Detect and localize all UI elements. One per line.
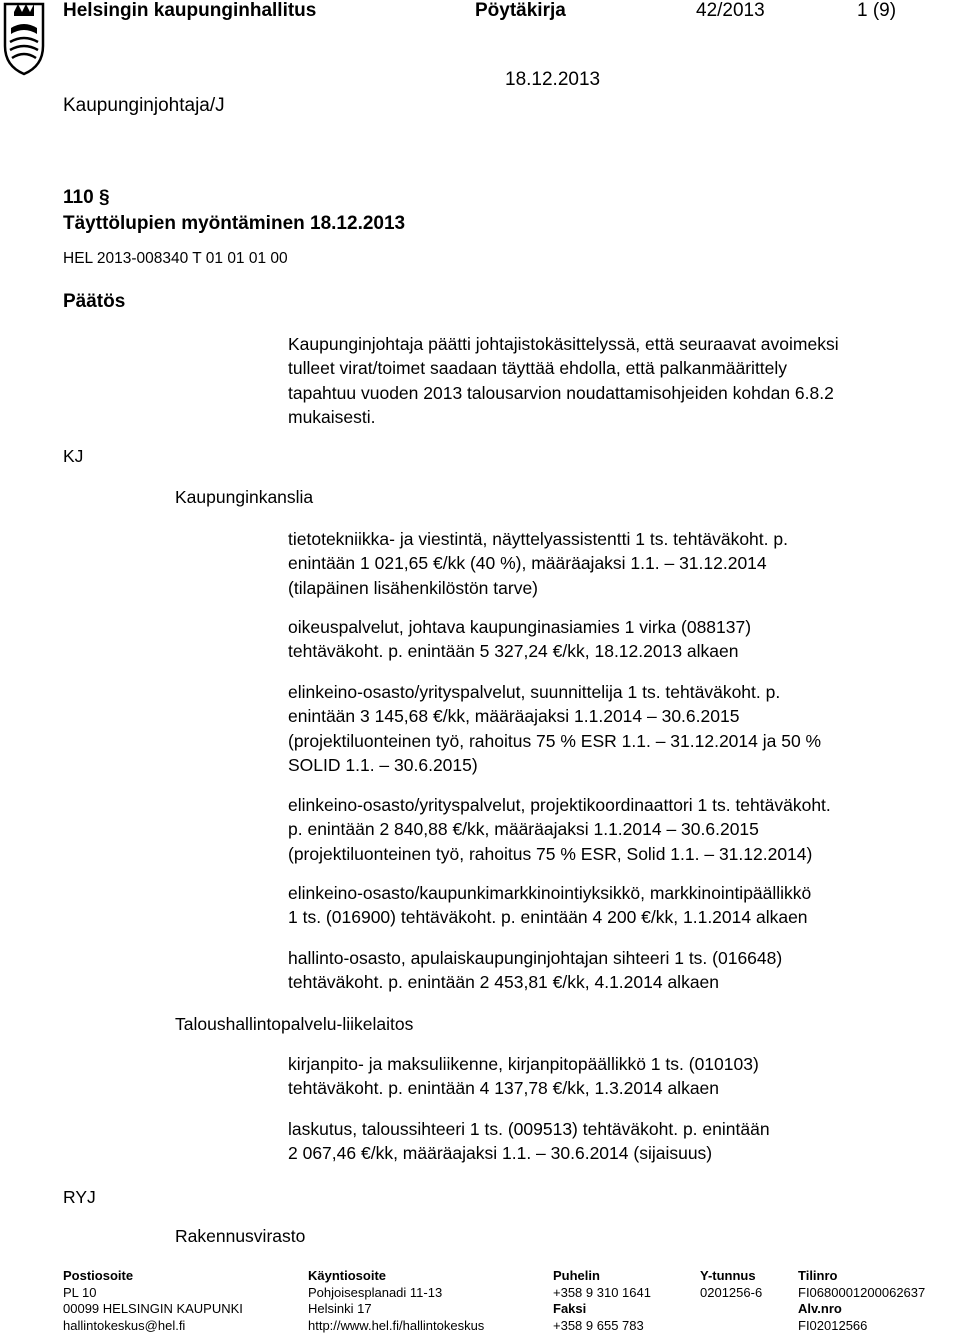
footer-text: 00099 HELSINGIN KAUPUNKI — [63, 1301, 243, 1318]
list-item-line: enintään 1 021,65 €/kk (40 %), määräajaksi 1.1. – 31.12.2014 — [288, 551, 788, 575]
footer-text: Pohjoisesplanadi 11-13 — [308, 1285, 484, 1302]
list-item-line: tehtäväkoht. p. enintään 2 453,81 €/kk, 4.1.2014 alkaen — [288, 970, 782, 994]
footer-label: Y-tunnus — [700, 1268, 762, 1285]
footer-text: +358 9 655 783 — [553, 1318, 651, 1334]
paragraph-symbol: § — [99, 187, 110, 208]
list-item — [288, 881, 811, 930]
intro-paragraph — [288, 332, 839, 429]
footer-email-link[interactable]: hallintokeskus@hel.fi — [63, 1318, 243, 1334]
footer-text: +358 9 310 1641 — [553, 1285, 651, 1302]
header-document-type: Pöytäkirja — [475, 0, 566, 22]
list-item-line: (tilapäinen lisähenkilöstön tarve) — [288, 576, 788, 600]
decision-label: Päätös — [63, 291, 125, 313]
helsinki-coat-of-arms-logo — [2, 0, 46, 76]
footer-label: Tilinro — [798, 1268, 925, 1285]
footer-phone — [553, 1268, 651, 1334]
list-item-line: (projektiluonteinen työ, rahoitus 75 % ESR, Solid 1.1. – 31.12.2014) — [288, 842, 831, 866]
intro-line: tapahtuu vuoden 2013 talousarvion noudattamisohjeiden kohdan 6.8.2 — [288, 381, 839, 405]
section-number: 110 — [63, 187, 94, 208]
list-item-line: kirjanpito- ja maksuliikenne, kirjanpitopäällikkö 1 ts. (010103) — [288, 1052, 759, 1076]
footer-label: Puhelin — [553, 1268, 651, 1285]
list-item — [288, 1052, 759, 1101]
footer-account — [798, 1268, 925, 1334]
intro-line: Kaupunginjohtaja päätti johtajistokäsittelyssä, että seuraavat avoimeksi — [288, 332, 839, 356]
footer-label: Faksi — [553, 1301, 651, 1318]
footer-visiting-address — [308, 1268, 484, 1334]
diary-number: HEL 2013-008340 T 01 01 01 00 — [63, 250, 288, 268]
section-heading — [63, 187, 110, 209]
label-ryj: RYJ — [63, 1185, 96, 1209]
header-document-number: 42/2013 — [696, 0, 765, 22]
unit-name-taloushallintopalvelu: Taloushallintopalvelu-liikelaitos — [175, 1012, 413, 1036]
label-kj: KJ — [63, 444, 83, 468]
list-item — [288, 527, 788, 600]
list-item-line: elinkeino-osasto/yrityspalvelut, suunnittelija 1 ts. tehtäväkoht. p. — [288, 680, 821, 704]
list-item-line: SOLID 1.1. – 30.6.2015) — [288, 753, 821, 777]
intro-line: tulleet virat/toimet saadaan täyttää ehdolla, että palkanmäärittely — [288, 356, 839, 380]
footer-text: 0201256-6 — [700, 1285, 762, 1302]
list-item-line: elinkeino-osasto/yrityspalvelut, projektikoordinaattori 1 ts. tehtäväkoht. — [288, 793, 831, 817]
list-item-line: laskutus, taloussihteeri 1 ts. (009513) tehtäväkoht. p. enintään — [288, 1117, 770, 1141]
footer-website-link[interactable]: http://www.hel.fi/hallintokeskus — [308, 1318, 484, 1334]
header-page-number: 1 (9) — [857, 0, 896, 22]
footer-label: Käyntiosoite — [308, 1268, 484, 1285]
list-item-line: hallinto-osasto, apulaiskaupunginjohtajan sihteeri 1 ts. (016648) — [288, 946, 782, 970]
list-item-line: tietotekniikka- ja viestintä, näyttelyassistentti 1 ts. tehtäväkoht. p. — [288, 527, 788, 551]
footer-postal-address — [63, 1268, 243, 1334]
list-item-line: (projektiluonteinen työ, rahoitus 75 % ESR 1.1. – 31.12.2014 ja 50 % — [288, 729, 821, 753]
list-item-line: enintään 3 145,68 €/kk, määräajaksi 1.1.2014 – 30.6.2015 — [288, 704, 821, 728]
unit-name-kaupunginkanslia: Kaupunginkanslia — [175, 485, 313, 509]
list-item-line: 2 067,46 €/kk, määräajaksi 1.1. – 30.6.2014 (sijaisuus) — [288, 1141, 770, 1165]
unit-name-rakennusvirasto: Rakennusvirasto — [175, 1224, 305, 1248]
header-organization: Helsingin kaupunginhallitus — [63, 0, 316, 22]
footer-label: Postiosoite — [63, 1268, 243, 1285]
list-item — [288, 1117, 770, 1166]
page-footer — [0, 1268, 960, 1332]
list-item-line: tehtäväkoht. p. enintään 4 137,78 €/kk, 1.3.2014 alkaen — [288, 1076, 759, 1100]
footer-label: Alv.nro — [798, 1301, 925, 1318]
footer-text: Helsinki 17 — [308, 1301, 484, 1318]
list-item-line: 1 ts. (016900) tehtäväkoht. p. enintään 4 200 €/kk, 1.1.2014 alkaen — [288, 905, 811, 929]
header-author: Kaupunginjohtaja/J — [63, 95, 225, 117]
footer-text: FI0680001200062637 — [798, 1285, 925, 1302]
footer-text: PL 10 — [63, 1285, 243, 1302]
header-date: 18.12.2013 — [505, 69, 600, 91]
intro-line: mukaisesti. — [288, 405, 839, 429]
list-item-line: tehtäväkoht. p. enintään 5 327,24 €/kk, 18.12.2013 alkaen — [288, 639, 751, 663]
list-item-line: oikeuspalvelut, johtava kaupunginasiamies 1 virka (088137) — [288, 615, 751, 639]
list-item — [288, 615, 751, 664]
list-item-line: elinkeino-osasto/kaupunkimarkkinointiyksikkö, markkinointipäällikkö — [288, 881, 811, 905]
list-item — [288, 793, 831, 866]
list-item-line: p. enintään 2 840,88 €/kk, määräajaksi 1.1.2014 – 30.6.2015 — [288, 817, 831, 841]
list-item — [288, 946, 782, 995]
footer-text: FI02012566 — [798, 1318, 925, 1334]
footer-business-id — [700, 1268, 762, 1301]
section-title: Täyttölupien myöntäminen 18.12.2013 — [63, 213, 405, 235]
list-item — [288, 680, 821, 777]
